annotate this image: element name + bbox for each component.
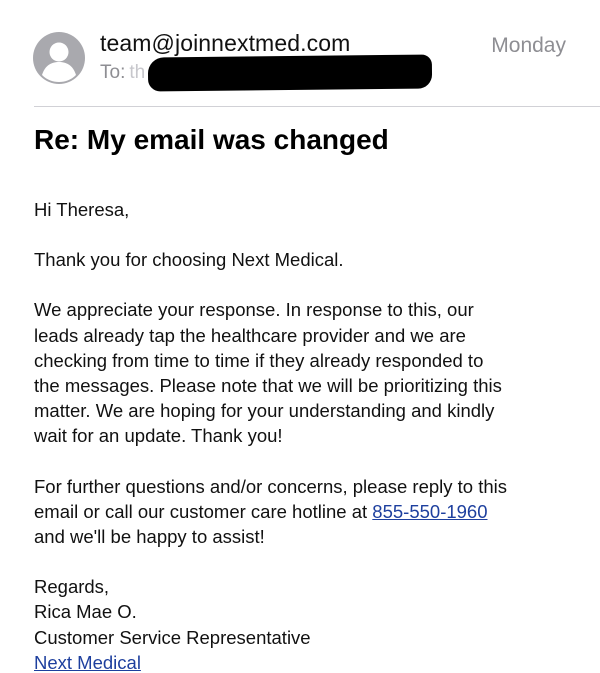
avatar-icon[interactable] <box>33 32 85 84</box>
email-header <box>0 0 600 108</box>
recipient-address[interactable]: th <box>129 62 146 83</box>
paragraph-line: wait for an update. Thank you! <box>34 425 283 447</box>
paragraph-line: We appreciate your response. In response to this, our <box>34 299 474 321</box>
response-paragraph <box>34 297 579 448</box>
contact-line: For further questions and/or concerns, please reply to this <box>34 475 508 497</box>
contact-line <box>34 499 579 524</box>
greeting: Hi Theresa, <box>34 199 130 220</box>
thanks-line: Thank you for choosing Next Medical. <box>34 249 344 271</box>
contact-line: and we'll be happy to assist! <box>34 526 265 548</box>
sender-address[interactable]: team@joinnextmed.com <box>100 30 351 56</box>
signature <box>34 574 579 673</box>
recipient-row[interactable] <box>100 62 145 84</box>
email-body <box>34 197 579 673</box>
redaction-mark <box>148 55 432 92</box>
email-date: Monday <box>491 34 566 57</box>
to-label: To: <box>100 62 126 83</box>
hotline-prefix: email or call our customer care hotline at <box>34 500 373 522</box>
hotline-phone-link[interactable]: 855-550-1960 <box>372 500 488 522</box>
signature-title: Customer Service Representative <box>34 626 311 648</box>
signature-closing: Regards, <box>34 576 110 598</box>
paragraph-line: the messages. Please note that we will be prioritizing this <box>34 375 502 397</box>
company-link[interactable]: Next Medical <box>34 651 141 673</box>
paragraph-line: checking from time to time if they already responded to <box>34 349 484 371</box>
paragraph-line: matter. We are hoping for your understanding and kindly <box>34 400 495 422</box>
email-subject: Re: My email was changed <box>34 124 389 155</box>
signature-name: Rica Mae O. <box>34 601 137 623</box>
contact-paragraph <box>34 474 579 550</box>
header-divider <box>34 106 600 107</box>
paragraph-line: leads already tap the healthcare provider and we are <box>34 324 466 346</box>
